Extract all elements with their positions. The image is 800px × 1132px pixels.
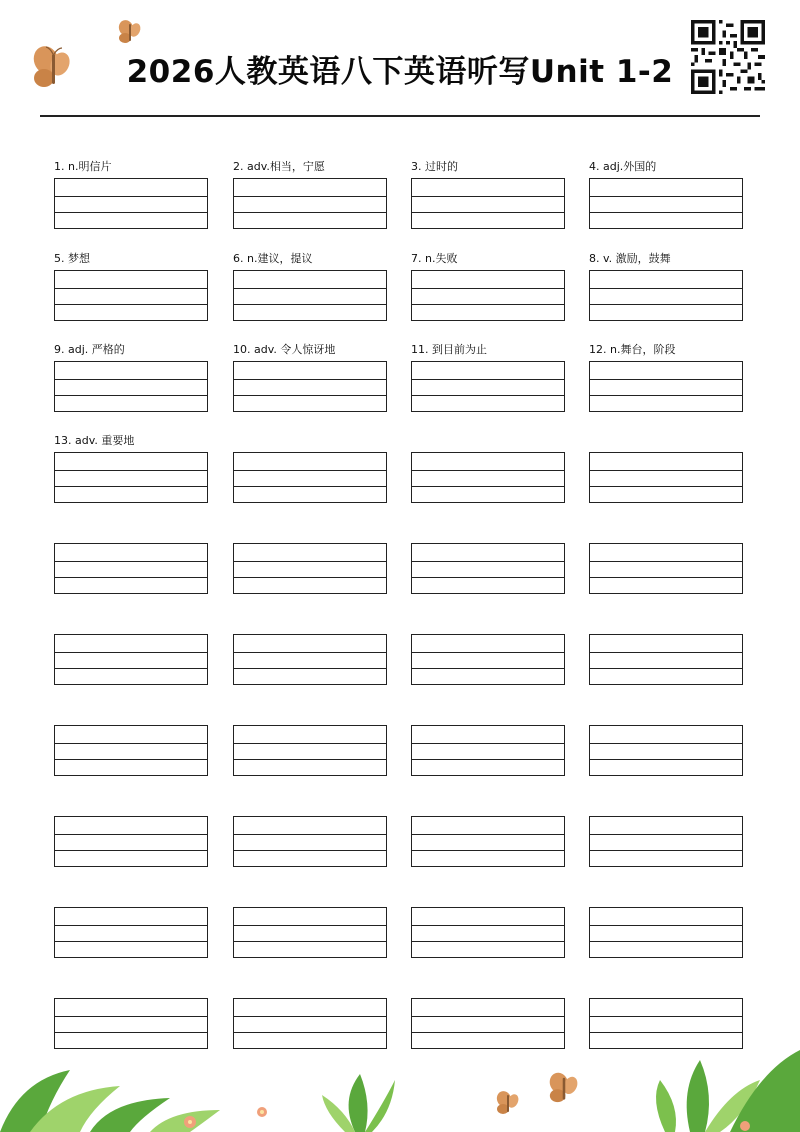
answer-box[interactable] — [411, 361, 565, 412]
answer-box[interactable] — [233, 543, 387, 594]
writing-line — [590, 379, 742, 380]
writing-line — [412, 743, 564, 744]
writing-line — [234, 212, 386, 213]
answer-box[interactable] — [411, 270, 565, 321]
writing-line — [55, 925, 207, 926]
item-label: 10. adv. 令人惊讶地 — [233, 343, 336, 356]
leaf-decoration-icon — [0, 1040, 800, 1132]
writing-line — [590, 212, 742, 213]
writing-line — [590, 470, 742, 471]
item-label: 4. adj.外国的 — [589, 160, 657, 173]
writing-line — [234, 1016, 386, 1017]
item-label: 2. adv.相当，宁愿 — [233, 160, 325, 173]
writing-line — [55, 850, 207, 851]
writing-line — [55, 759, 207, 760]
writing-line — [412, 486, 564, 487]
writing-line — [55, 304, 207, 305]
writing-line — [55, 652, 207, 653]
writing-line — [412, 834, 564, 835]
writing-line — [55, 288, 207, 289]
writing-line — [234, 304, 386, 305]
writing-line — [55, 941, 207, 942]
answer-box[interactable] — [233, 178, 387, 229]
writing-line — [234, 379, 386, 380]
writing-line — [234, 470, 386, 471]
answer-box[interactable] — [589, 725, 743, 776]
writing-line — [234, 196, 386, 197]
writing-line — [234, 288, 386, 289]
writing-line — [412, 288, 564, 289]
answer-box[interactable] — [54, 270, 208, 321]
writing-line — [55, 486, 207, 487]
page-title: 2026人教英语八下英语听写Unit 1-2 — [126, 54, 674, 90]
writing-line — [590, 486, 742, 487]
writing-line — [55, 743, 207, 744]
writing-line — [412, 759, 564, 760]
writing-line — [234, 668, 386, 669]
writing-line — [55, 470, 207, 471]
writing-line — [55, 395, 207, 396]
answer-box[interactable] — [411, 452, 565, 503]
writing-line — [412, 941, 564, 942]
writing-line — [412, 212, 564, 213]
answer-box[interactable] — [233, 907, 387, 958]
writing-line — [412, 1032, 564, 1033]
answer-box[interactable] — [589, 178, 743, 229]
writing-line — [55, 561, 207, 562]
writing-line — [590, 577, 742, 578]
writing-line — [234, 395, 386, 396]
answer-box[interactable] — [411, 543, 565, 594]
answer-box[interactable] — [411, 907, 565, 958]
writing-line — [412, 379, 564, 380]
writing-line — [234, 577, 386, 578]
writing-line — [55, 1032, 207, 1033]
answer-box[interactable] — [589, 361, 743, 412]
writing-line — [412, 196, 564, 197]
writing-line — [590, 395, 742, 396]
answer-box[interactable] — [233, 452, 387, 503]
writing-line — [590, 668, 742, 669]
item-label: 13. adv. 重要地 — [54, 434, 135, 447]
item-label: 8. v. 激励，鼓舞 — [589, 252, 671, 265]
item-label: 7. n.失败 — [411, 252, 458, 265]
answer-box[interactable] — [589, 816, 743, 867]
answer-box[interactable] — [589, 907, 743, 958]
writing-line — [590, 834, 742, 835]
writing-line — [55, 834, 207, 835]
writing-line — [412, 561, 564, 562]
item-label: 5. 梦想 — [54, 252, 90, 265]
answer-box[interactable] — [54, 725, 208, 776]
answer-box[interactable] — [233, 816, 387, 867]
answer-box[interactable] — [54, 543, 208, 594]
answer-box[interactable] — [411, 816, 565, 867]
writing-line — [55, 212, 207, 213]
answer-box[interactable] — [233, 361, 387, 412]
answer-box[interactable] — [233, 270, 387, 321]
writing-line — [234, 743, 386, 744]
item-label: 6. n.建议，提议 — [233, 252, 313, 265]
writing-line — [234, 759, 386, 760]
item-label: 1. n.明信片 — [54, 160, 112, 173]
answer-box[interactable] — [411, 634, 565, 685]
writing-line — [55, 577, 207, 578]
writing-line — [234, 925, 386, 926]
answer-box[interactable] — [589, 452, 743, 503]
writing-line — [234, 561, 386, 562]
answer-box[interactable] — [54, 907, 208, 958]
writing-line — [590, 1032, 742, 1033]
answer-box[interactable] — [411, 178, 565, 229]
item-label: 3. 过时的 — [411, 160, 458, 173]
writing-line — [55, 668, 207, 669]
writing-line — [412, 470, 564, 471]
writing-line — [412, 652, 564, 653]
writing-line — [590, 941, 742, 942]
writing-line — [234, 486, 386, 487]
writing-line — [234, 850, 386, 851]
item-label: 11. 到目前为止 — [411, 343, 487, 356]
writing-line — [590, 652, 742, 653]
writing-line — [234, 834, 386, 835]
writing-line — [55, 196, 207, 197]
writing-line — [590, 288, 742, 289]
writing-line — [590, 743, 742, 744]
writing-line — [55, 1016, 207, 1017]
writing-line — [412, 668, 564, 669]
answer-box[interactable] — [54, 816, 208, 867]
writing-line — [412, 925, 564, 926]
writing-line — [412, 850, 564, 851]
writing-line — [55, 379, 207, 380]
answer-box[interactable] — [589, 543, 743, 594]
writing-line — [590, 925, 742, 926]
writing-line — [234, 1032, 386, 1033]
item-label: 9. adj. 严格的 — [54, 343, 125, 356]
answer-box[interactable] — [54, 361, 208, 412]
answer-box[interactable] — [233, 634, 387, 685]
answer-box[interactable] — [589, 634, 743, 685]
answer-box[interactable] — [233, 725, 387, 776]
writing-line — [590, 850, 742, 851]
answer-box[interactable] — [54, 634, 208, 685]
writing-line — [412, 395, 564, 396]
writing-line — [590, 759, 742, 760]
writing-line — [412, 577, 564, 578]
writing-line — [412, 1016, 564, 1017]
writing-line — [590, 304, 742, 305]
answer-box[interactable] — [589, 270, 743, 321]
writing-line — [590, 561, 742, 562]
item-label: 12. n.舞台，阶段 — [589, 343, 676, 356]
writing-line — [412, 304, 564, 305]
answer-box[interactable] — [411, 725, 565, 776]
writing-line — [234, 652, 386, 653]
writing-line — [590, 1016, 742, 1017]
writing-line — [234, 941, 386, 942]
answer-box[interactable] — [54, 178, 208, 229]
writing-line — [590, 196, 742, 197]
answer-box[interactable] — [54, 452, 208, 503]
